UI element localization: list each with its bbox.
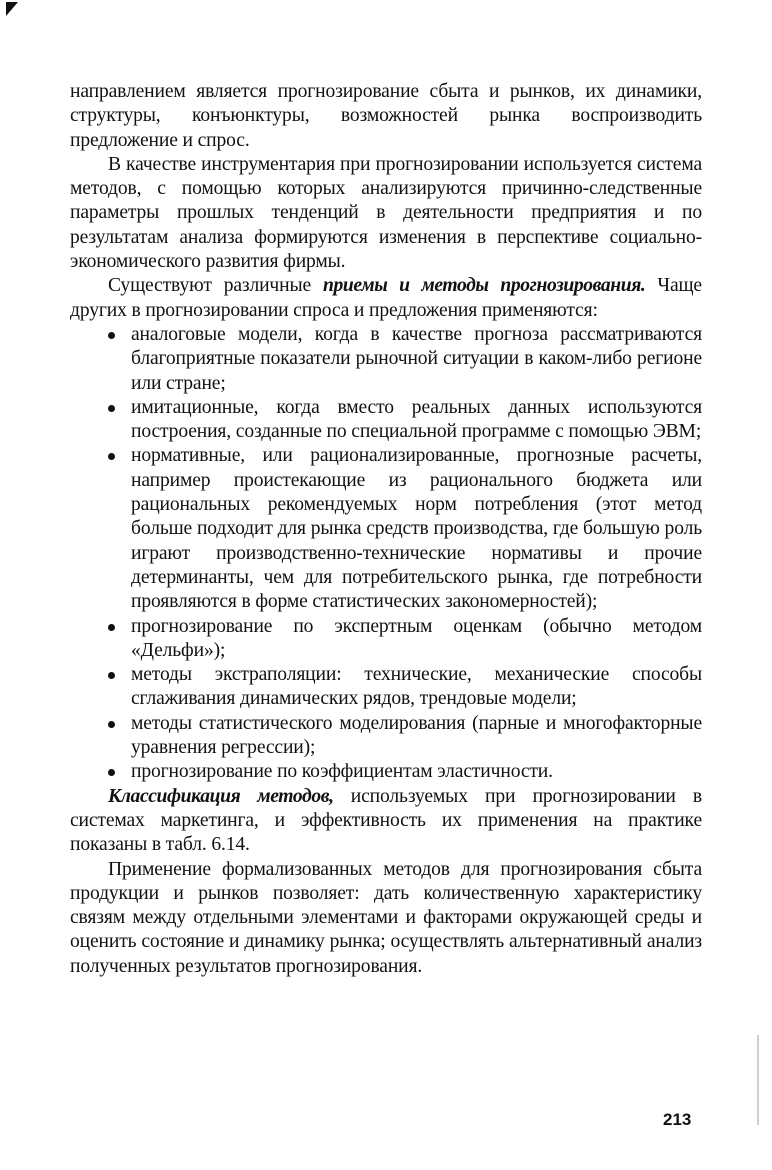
paragraph-3 (70, 274, 702, 323)
bullet-icon (108, 721, 115, 728)
list-item (70, 712, 702, 761)
scan-edge-line (757, 1035, 759, 1125)
list-item (70, 396, 702, 445)
corner-mark (6, 2, 18, 16)
list-item (70, 444, 702, 614)
list-item-text: нормативные, или рационализированные, прогнозные расчеты, например проистекающие из рационального бюджета или рациональных рекомендуемых норм потребления (этот метод больше подходит для рынка средств производства, где большую роль играют производственно-технические нормативы и прочие детерминанты, чем для потребительского рынка, где потребности проявляются в форме статистических закономерностей); (131, 445, 702, 613)
page-body (70, 80, 702, 979)
paragraph-4-emphasis: Классификация методов, (108, 785, 334, 807)
paragraph-3-tail: Чаще других в прогнозировании спроса и предложения применяются: (70, 275, 702, 321)
list-item-text: имитационные, когда вместо реальных данных используются построения, созданные по специальной программе с помощью ЭВМ; (131, 396, 702, 443)
list-item-text: аналоговые модели, когда в качестве прогноза рассматриваются благоприятные показатели рыночной ситуации в каком-либо регионе или стране; (131, 323, 702, 394)
page-number: 213 (663, 1110, 692, 1129)
paragraph-2: В качестве инструментария при прогнозировании используется система методов, с помощью которых анализируются причинно-следственные параметры прошлых тенденций в деятельности предприятия и по результатам анализа формируются изменения в перспективе социально-экономического развития фирмы. (70, 153, 702, 273)
list-item-text: прогнозирование по коэффициентам эластичности. (131, 761, 553, 783)
bullet-icon (108, 453, 115, 460)
list-item (70, 663, 702, 712)
bullet-icon (108, 332, 115, 339)
paragraph-5: Применение формализованных методов для прогнозирования сбыта продукции и рынков позволяет: дать количественную характеристику связям между отдельными элементами и факторами окружающей среды и оценить состояние и динамику рынка; осуществлять альтернативный анализ полученных результатов прогнозирования. (70, 858, 702, 977)
bullet-icon (108, 405, 115, 412)
paragraph-3-lead: Существуют различные (108, 275, 323, 297)
bullet-icon (108, 672, 115, 679)
bullet-icon (108, 769, 115, 776)
list-item-text: методы статистического моделирования (парные и многофакторные уравнения регрессии); (131, 712, 702, 759)
paragraph-3-emphasis: приемы и методы прогнозирования. (323, 275, 646, 297)
paragraph-1: направлением является прогнозирование сбыта и рынков, их динамики, структуры, конъюнктуры, возможностей рынка воспроизводить предложение и спрос. (70, 81, 702, 151)
paragraph-4 (70, 785, 702, 858)
list-item-text: методы экстраполяции: технические, механические способы сглаживания динамических рядов, трендовые модели; (131, 664, 702, 710)
paragraph-4-tail: используемых при прогнозировании в системах маркетинга, и эффективность их применения на практике показаны в табл. 6.14. (70, 785, 702, 856)
list-item (70, 615, 702, 664)
list-item-text: прогнозирование по экспертным оценкам (обычно методом «Дельфи»); (131, 615, 702, 661)
methods-list (70, 323, 702, 785)
bullet-icon (108, 624, 115, 631)
list-item (70, 323, 702, 396)
list-item (70, 760, 702, 784)
